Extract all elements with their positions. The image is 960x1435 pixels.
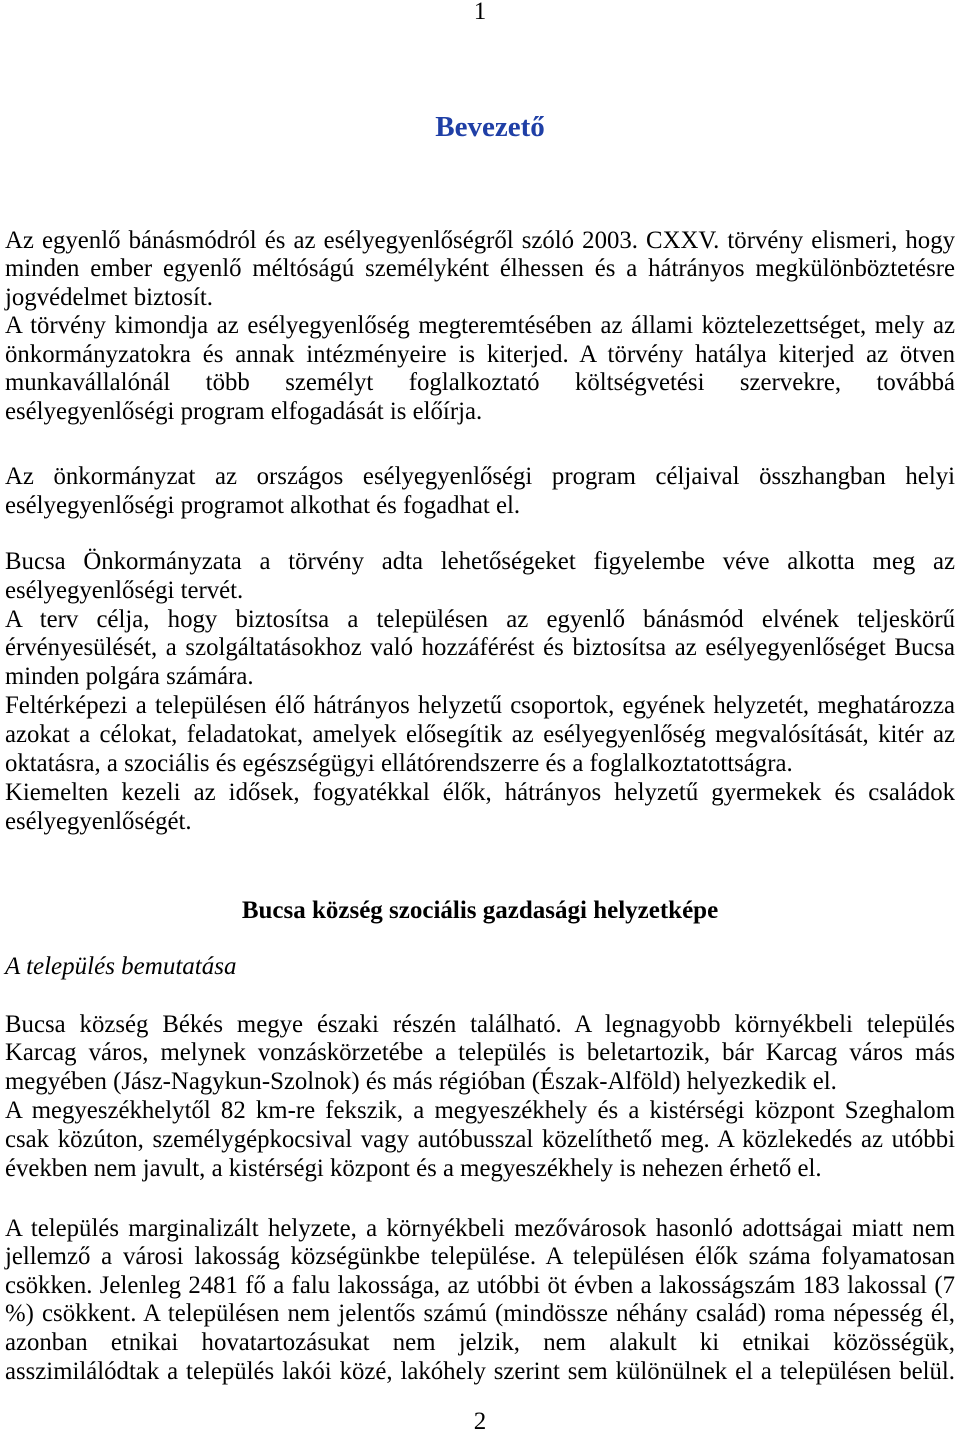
subsection-heading: A település bemutatása [5, 953, 237, 980]
text-line: oktatásra, a szociális és egészségügyi ellátórendszerre és a foglalkoztatottságra. [5, 750, 793, 778]
text-line: Bucsa község Békés megye északi részén található. A legnagyobb környékbeli település [5, 1010, 955, 1038]
intro-text-block [5, 548, 955, 837]
text-line: években nem javult, a kistérségi központ és a megyeszékhely is nehezen érhető el. [5, 1154, 822, 1182]
text-line: esélyegyenlőségét. [5, 807, 192, 835]
text-line: megyében (Jász-Nagykun-Szolnok) és más régióban (Észak-Alföld) helyezkedik el. [5, 1068, 837, 1096]
text-line: %) csökkent. A településen nem jelentős számú (mindössze néhány család) roma népesség él, [5, 1300, 955, 1328]
text-line: csökken. Jelenleg 2481 fő a falu lakossága, az utóbbi öt évben a lakosságszám 183 lakossal (7 [5, 1271, 955, 1299]
text-line: A terv célja, hogy biztosítsa a településen az egyenlő bánásmód elvének teljeskörű [5, 605, 955, 633]
text-line: A megyeszékhelytől 82 km-re fekszik, a megyeszékhely és a kistérségi központ Szeghalom [5, 1097, 955, 1125]
intro-text-block [5, 462, 955, 520]
intro-paragraph [5, 692, 955, 779]
text-line: csak közúton, személygépkocsival vagy autóbusszal közelíthető meg. A közlekedés az utóbbi [5, 1125, 955, 1153]
text-line: munkavállalónál több személyt foglalkoztató költségvetési szervekre, továbbá [5, 369, 955, 397]
text-line: Az egyenlő bánásmódról és az esélyegyenlőségről szóló 2003. CXXV. törvény elismeri, hogy [5, 226, 955, 254]
intro-paragraph [5, 548, 955, 606]
text-line: esélyegyenlőségi tervét. [5, 576, 244, 604]
text-line: asszimilálódtak a település lakói közé, lakóhely szerint sem különülnek el a településen belül. [5, 1357, 955, 1385]
text-line: jellemző a városi lakosság községünkbe települése. A településen élők száma folyamatosan [5, 1243, 955, 1271]
text-line: esélyegyenlőségi programot alkothat és fogadhat el. [5, 491, 521, 519]
text-line: minden ember egyenlő méltóságú személyként élhessen és a hátrányos megkülönböztetésre [5, 255, 955, 283]
text-line: Karcag város, melynek vonzáskörzetébe a település is beletartozik, bár Karcag város más [5, 1039, 955, 1067]
text-line: Feltérképezi a településen élő hátrányos helyzetű csoportok, egyének helyzetét, meghatározza [5, 692, 955, 720]
text-line: érvényesülését, a szolgáltatásokhoz való hozzáférést és biztosítsa az esélyegyenlőséget Bucsa [5, 634, 955, 662]
text-line: Bucsa Önkormányzata a törvény adta lehetőségeket figyelembe véve alkotta meg az [5, 547, 955, 575]
section-heading-situation: Bucsa község szociális gazdasági helyzetképe [241, 897, 719, 924]
text-line: Kiemelten kezeli az idősek, fogyatékkal élők, hátrányos helyzetű gyermekek és családok [5, 778, 955, 806]
situation-paragraph [5, 1215, 955, 1387]
text-line: azonban etnikai hovatartozásukat nem jelzik, nem alakult ki etnikai közösségük, [5, 1329, 955, 1357]
intro-paragraph [5, 312, 955, 426]
situation-text-block [5, 1215, 955, 1387]
intro-text-block [5, 227, 955, 427]
intro-paragraph [5, 779, 955, 837]
text-line: Az önkormányzat az országos esélyegyenlőségi program céljaival összhangban helyi [5, 462, 955, 490]
intro-paragraph [5, 606, 955, 693]
text-line: A település marginalizált helyzete, a környékbeli mezővárosok hasonló adottságai miatt nem [5, 1214, 955, 1242]
situation-paragraph [5, 1011, 955, 1097]
text-line: A törvény kimondja az esélyegyenlőség megteremtésében az állami köztelezettséget, mely az [5, 312, 955, 340]
text-line: minden polgára számára. [5, 663, 254, 691]
situation-text-block [5, 1011, 955, 1184]
text-line: azokat a célokat, feladatokat, amelyek elősegítik az esélyegyenlőség megvalósítását, kitér az [5, 721, 955, 749]
text-line: esélyegyenlőségi program elfogadását is előírja. [5, 397, 483, 425]
page-number-bottom: 2 [473, 1408, 487, 1435]
intro-paragraph [5, 227, 955, 313]
section-heading-intro: Bevezető [435, 111, 545, 143]
text-line: önkormányzatokra és annak intézményeire is kiterjed. A törvény hatálya kiterjed az ötven [5, 340, 955, 368]
intro-paragraph [5, 462, 955, 520]
text-line: jogvédelmet biztosít. [5, 283, 213, 311]
page-number-top: 1 [473, 0, 487, 25]
situation-paragraph [5, 1097, 955, 1183]
